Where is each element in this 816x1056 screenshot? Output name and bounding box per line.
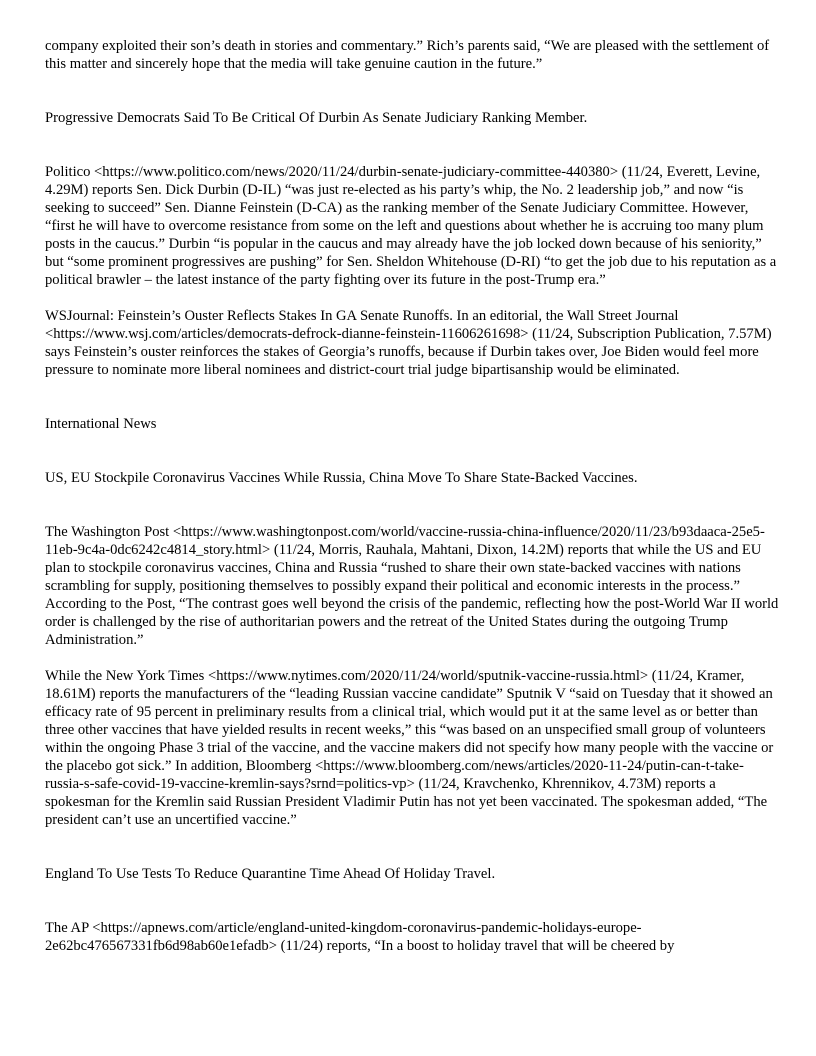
document-page: [45, 37, 780, 955]
paragraph-rich-settlement: company exploited their son’s death in stories and commentary.” Rich’s parents said, “We are pleased with the settlement of this matter and sincerely hope that the media will take genuine caution in the future.”: [45, 38, 770, 72]
paragraph-wsj: WSJournal: Feinstein’s Ouster Reflects Stakes In GA Senate Runoffs. In an editorial, the Wall Street Journal <https://www.wsj.com/articles/democrats-defrock-dianne-feinstein-11606261698> (11/24, Subscription Publication, 7.57M) says Feinstein’s ouster reinforces the stakes of Georgia’s runoffs, because if Durbin takes over, Joe Biden would feel more pressure to nominate more liberal nominees and district-court trial judge bipartisanship would be eliminated.: [45, 308, 772, 378]
headline-england: England To Use Tests To Reduce Quarantine Time Ahead Of Holiday Travel.: [45, 866, 496, 882]
paragraph-washington-post: The Washington Post <https://www.washingtonpost.com/world/vaccine-russia-china-influence/2020/11/23/b93daaca-25e5-11eb-9c4a-0dc6242c4814_story.html> (11/24, Morris, Rauhala, Mahtani, Dixon, 14.2M) reports that while the US and EU plan to stockpile coronavirus vaccines, China and Russia “rushed to share their own state-backed vaccines with nations scrambling for supply, positioning themselves to possibly expand their political and economic interests in the process.” According to the Post, “The contrast goes well beyond the crisis of the pandemic, reflecting how the post-World War II world order is challenged by the rise of authoritarian powers and the retreat of the United States during the outgoing Trump Administration.”: [45, 524, 779, 648]
paragraph-ap: The AP <https://apnews.com/article/england-united-kingdom-coronavirus-pandemic-holidays-europe-2e62bc476567331fb6d98ab60e1efadb> (11/24) reports, “In a boost to holiday travel that will be cheered by: [45, 920, 675, 954]
headline-durbin: Progressive Democrats Said To Be Critical Of Durbin As Senate Judiciary Ranking Member.: [45, 110, 588, 126]
paragraph-politico: Politico <https://www.politico.com/news/2020/11/24/durbin-senate-judiciary-committee-440380> (11/24, Everett, Levine, 4.29M) reports Sen. Dick Durbin (D-IL) “was just re-elected as his party’s whip, the No. 2 leadership job,” and now “is seeking to succeed” Sen. Dianne Feinstein (D-CA) as the ranking member of the Senate Judiciary Committee. However, “first he will have to overcome resistance from some on the left and questions about whether he is accruing too many plum posts in the caucus.” Durbin “is popular in the caucus and may already have the job locked down because of his seniority,” but “some prominent progressives are pushing” for Sen. Sheldon Whitehouse (D-RI) “to get the job due to his reputation as a political brawler – the latest instance of the party fighting over its future in the post-Trump era.”: [45, 164, 777, 288]
paragraph-nyt-bloomberg: While the New York Times <https://www.nytimes.com/2020/11/24/world/sputnik-vaccine-russia.html> (11/24, Kramer, 18.61M) reports the manufacturers of the “leading Russian vaccine candidate” Sputnik V “said on Tuesday that it showed an efficacy rate of 95 percent in preliminary results from a clinical trial, which would put it at the same level as or better than three other vaccines that have yielded results in recent weeks,” this “was based on an unspecified small group of volunteers within the ongoing Phase 3 trial of the vaccine, and the vaccine makers did not specify how many people with the vaccine or the placebo got sick.” In addition, Bloomberg <https://www.bloomberg.com/news/articles/2020-11-24/putin-can-t-take-russia-s-safe-covid-19-vaccine-kremlin-says?srnd=politics-vp> (11/24, Kravchenko, Khrennikov, 4.73M) reports a spokesman for the Kremlin said Russian President Vladimir Putin has not yet been vaccinated. The spokesman added, “The president can’t use an uncertified vaccine.”: [45, 668, 774, 828]
section-heading-international: International News: [45, 416, 157, 432]
headline-vaccines: US, EU Stockpile Coronavirus Vaccines While Russia, China Move To Share State-Backed Vaccines.: [45, 470, 638, 486]
